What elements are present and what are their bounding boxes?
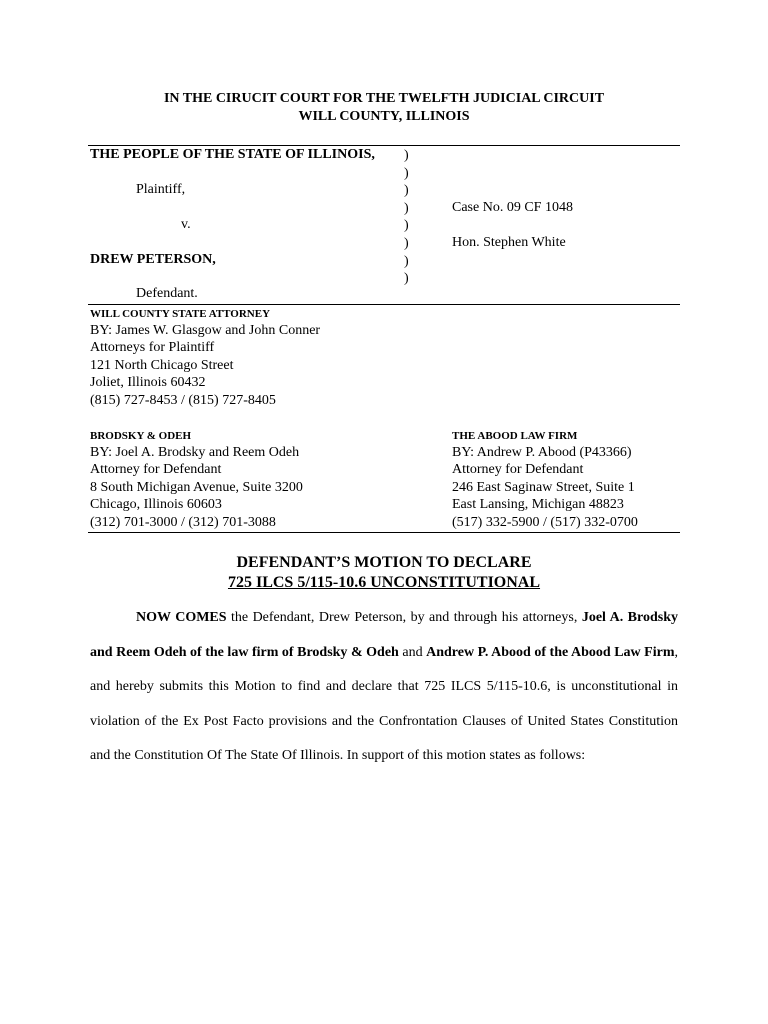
caption-paren: ) xyxy=(404,200,409,216)
state-attorney-firm: WILL COUNTY STATE ATTORNEY xyxy=(90,308,271,320)
abood-line: Attorney for Defendant xyxy=(452,462,584,478)
caption-bottom-rule xyxy=(88,304,680,305)
caption-paren-column xyxy=(404,147,416,288)
abood-line: (517) 332-5900 / (517) 332-0700 xyxy=(452,514,638,530)
brodsky-odeh-bold-text: Joel A. Brodsky and Reem Odeh of the law firm of Brodsky & Odeh xyxy=(90,610,678,660)
caption-paren: ) xyxy=(404,148,409,163)
brodsky-line: Chicago, Illinois 60603 xyxy=(90,497,222,513)
brodsky-line: 8 South Michigan Avenue, Suite 3200 xyxy=(90,479,303,495)
abood-firm: THE ABOOD LAW FIRM xyxy=(452,430,578,442)
court-name: IN THE CIRUCIT COURT FOR THE TWELFTH JUDICIAL CIRCUIT xyxy=(163,91,605,106)
state-attorney-line: (815) 727-8453 / (815) 727-8405 xyxy=(90,392,276,408)
state-attorney-line: Joliet, Illinois 60432 xyxy=(90,375,206,391)
defendant-party: DREW PETERSON, xyxy=(90,252,216,267)
caption-paren: ) xyxy=(404,183,409,199)
caption-paren: ) xyxy=(404,271,409,287)
court-heading xyxy=(0,90,768,126)
state-attorney-block xyxy=(90,307,320,409)
judge-name: Hon. Stephen White xyxy=(452,235,566,250)
defense-attorney-block-brodsky xyxy=(90,429,303,531)
state-attorney-line: 121 North Chicago Street xyxy=(90,357,234,373)
motion-title xyxy=(0,553,768,593)
brodsky-line: Attorney for Defendant xyxy=(90,462,222,478)
attorneys-bottom-rule xyxy=(88,532,680,533)
body-text: and xyxy=(398,644,427,660)
state-attorney-line: BY: James W. Glasgow and John Conner xyxy=(90,323,321,338)
abood-line: 246 East Saginaw Street, Suite 1 xyxy=(452,479,635,495)
plaintiff-label: Plaintiff, xyxy=(136,182,186,197)
caption-paren: ) xyxy=(404,235,409,251)
caption-paren: ) xyxy=(404,165,409,181)
state-attorney-line: Attorneys for Plaintiff xyxy=(90,340,215,356)
body-text: , and hereby submits this Motion to find and declare that 725 ILCS 5/115-10.6, is unconstitutional in violation of the Ex Post Facto provisions and the Confrontation Clauses of United States Constitution and the Constitution Of The State Of Illinois. In support of this motion states as follows: xyxy=(90,644,678,763)
brodsky-line: (312) 701-3000 / (312) 701-3088 xyxy=(90,514,276,530)
case-number: Case No. 09 CF 1048 xyxy=(452,200,573,215)
motion-title-line1: DEFENDANT’S MOTION TO DECLARE xyxy=(236,554,532,571)
now-comes-text: NOW COMES xyxy=(136,610,227,625)
caption-paren: ) xyxy=(404,253,409,269)
abood-line: BY: Andrew P. Abood (P43366) xyxy=(452,445,632,460)
versus-label: v. xyxy=(181,217,191,232)
motion-body-paragraph xyxy=(90,601,678,774)
motion-title-line2: 725 ILCS 5/115-10.6 UNCONSTITUTIONAL xyxy=(227,574,541,591)
body-text: the Defendant, Drew Peterson, by and through his attorneys, xyxy=(226,610,582,625)
brodsky-firm: BRODSKY & ODEH xyxy=(90,430,192,442)
caption-paren: ) xyxy=(404,218,409,234)
defense-attorney-block-abood xyxy=(452,429,638,531)
abood-bold-text: Andrew P. Abood of the Abood Law Firm xyxy=(426,644,675,660)
defendant-label: Defendant. xyxy=(136,286,198,301)
court-county: WILL COUNTY, ILLINOIS xyxy=(298,109,470,124)
brodsky-line: BY: Joel A. Brodsky and Reem Odeh xyxy=(90,445,300,460)
abood-line: East Lansing, Michigan 48823 xyxy=(452,497,624,513)
plaintiff-party: THE PEOPLE OF THE STATE OF ILLINOIS, xyxy=(90,147,375,162)
